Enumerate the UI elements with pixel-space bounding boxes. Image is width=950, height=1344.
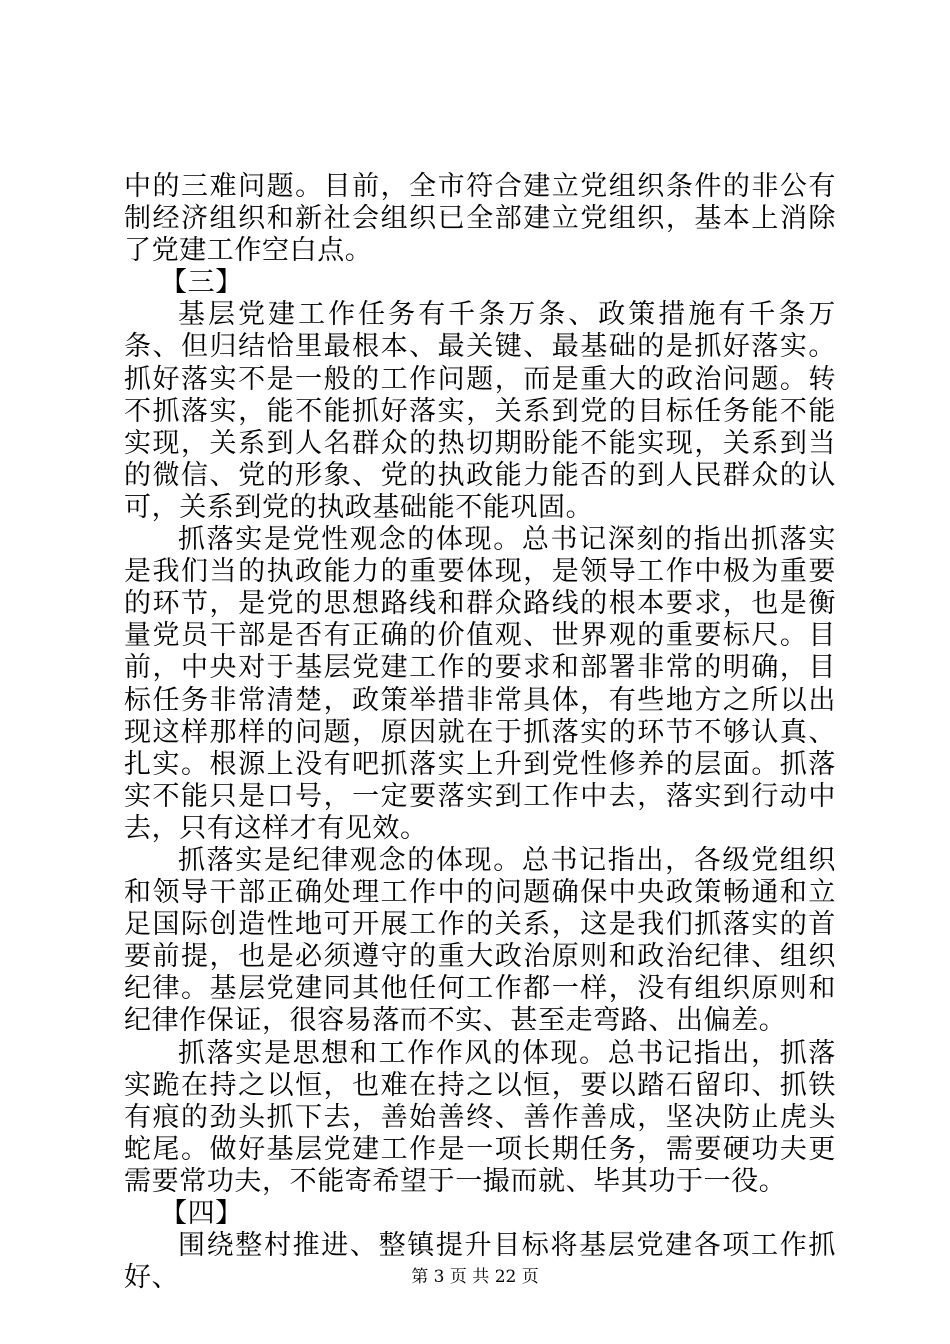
paragraph-discipline: 抓落实是纪律观念的体现。总书记指出，各级党组织和领导干部正确处理工作中的问题确保中央政策畅通和立足国际创造性地可开展工作的关系，这是我们抓落实的首要前提，也是必须遵守的重大政治原则和政治纪律、组织纪律。基层党建同其他任何工作都一样，没有组织原则和纪律作保证，很容易落而不实、甚至走弯路、出偏差。 (124, 844, 836, 1037)
page-footer (0, 1266, 950, 1288)
document-body (124, 171, 836, 1294)
paragraph-village-advancement: 围绕整村推进、整镇提升目标将基层党建各项工作抓好、 (124, 1230, 836, 1294)
paragraph-party-spirit: 抓落实是党性观念的体现。总书记深刻的指出抓落实是我们当的执政能力的重要体现，是领导工作中极为重要的环节，是党的思想路线和群众路线的根本要求，也是衡量党员干部是否有正确的价值观、世界观的重要标尺。目前，中央对于基层党建工作的要求和部署非常的明确，目标任务非常清楚，政策举措非常具体，有些地方之所以出现这样那样的问题，原因就在于抓落实的环节不够认真、扎实。根源上没有吧抓落实上升到党性修养的层面。抓落实不能只是口号，一定要落实到工作中去，落实到行动中去，只有这样才有见效。 (124, 524, 836, 844)
section-heading-four: 【四】 (160, 1198, 243, 1229)
page-number-label: 第 3 页 共 22 页 (411, 1267, 539, 1287)
paragraph-continuation: 中的三难问题。目前，全市符合建立党组织条件的非公有制经济组织和新社会组织已全部建立党组织，基本上消除了党建工作空白点。 (124, 171, 836, 267)
section-heading-three: 【三】 (160, 267, 243, 299)
paragraph-work-style: 抓落实是思想和工作作风的体现。总书记指出，抓落实跪在持之以恒，也难在持之以恒，要以踏石留印、抓铁有痕的劲头抓下去，善始善终、善作善成，坚决防止虎头蛇尾。做好基层党建工作是一项长期任务，需要硬功夫更需要常功夫，不能寄希望于一撮而就、毕其功于一役。 (124, 1037, 836, 1197)
paragraph-implementation-importance: 基层党建工作任务有千条万条、政策措施有千条万条、但归结恰里最根本、最关键、最基础的是抓好落实。抓好落实不是一般的工作问题，而是重大的政治问题。转不抓落实，能不能抓好落实，关系到党的目标任务能不能实现，关系到人名群众的热切期盼能不能实现，关系到当的微信、党的形象、党的执政能力能否的到人民群众的认可，关系到党的执政基础能不能巩固。 (124, 299, 836, 523)
